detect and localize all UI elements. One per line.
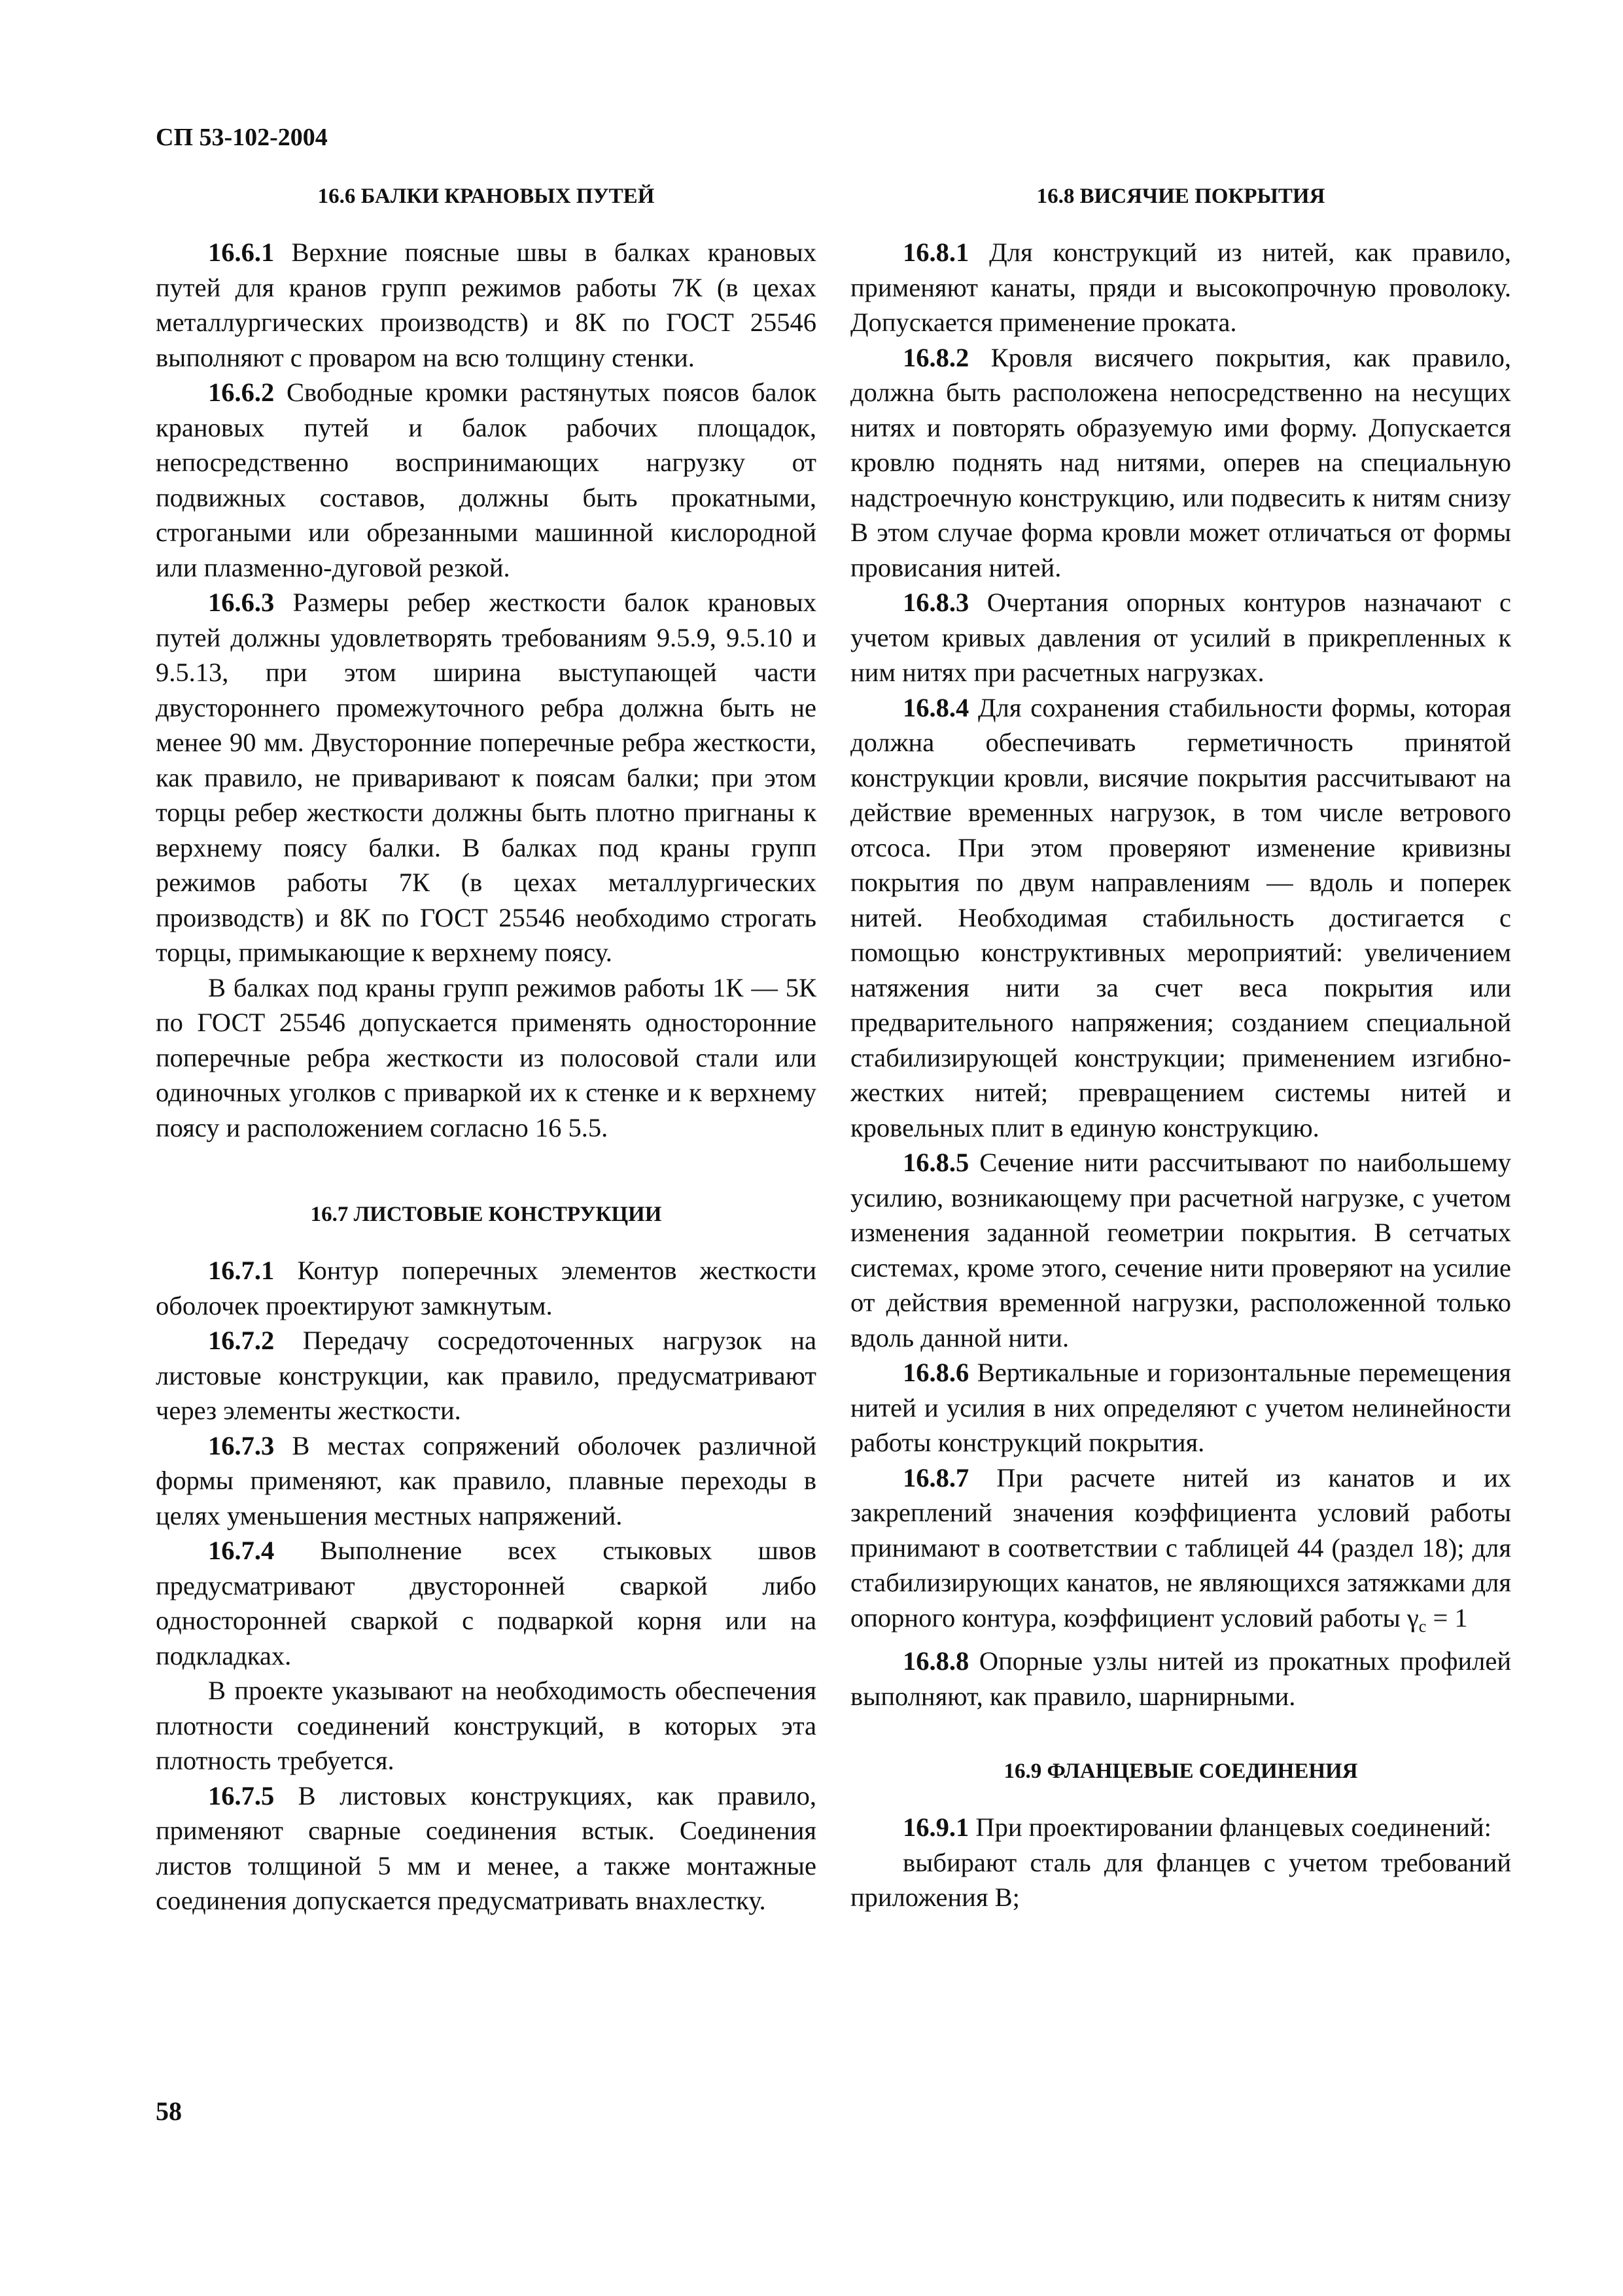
paragraph-text: Для сохранения стабильности формы, которая должна обеспечивать герметичность принятой конструкции кровли, висячие покрытия рассчитывают на действие временных нагрузок, в том числе ветрового отсоса. При этом проверяют изменение кривизны покрытия по двум направлениям — вдоль и поперек нитей. Необходимая стабильность достигается с помощью конструктивных мероприятий: увеличением натяжения нити за счет веса покрытия или предварительного напряжения; созданием специальной стабилизирующей конструкции; применением изгибно-жестких нитей; превращением системы нитей и кровельных плит в единую конструкцию. (850, 692, 1511, 1142)
paragraph-16-7-4 (156, 1533, 816, 1673)
clause-number: 16.8.6 (903, 1358, 969, 1387)
right-column (850, 185, 1511, 1915)
paragraph-text: Свободные кромки растянутых поясов балок крановых путей и балок рабочих площадок, непосредственно воспринимающих нагрузку от подвижных составов, должны быть прокатными, строгаными или обрезанными машинной кислородной или плазменно-дуговой резкой. (156, 378, 816, 582)
paragraph-text: Вертикальные и горизонтальные перемещения нитей и усилия в них определяют с учетом нелинейности работы конструкций покрытия. (850, 1358, 1511, 1457)
paragraph-text: Выполнение всех стыковых швов предусматривают двусторонней сваркой либо односторонней сваркой с подваркой корня или на подкладках. (156, 1536, 816, 1670)
clause-number: 16.7.4 (208, 1536, 275, 1565)
paragraph-16-7-5 (156, 1778, 816, 1918)
clause-number: 16.7.2 (208, 1326, 275, 1355)
paragraph-16-8-1 (850, 235, 1511, 340)
paragraph-text: Очертания опорных контуров назначают с учетом кривых давления от усилий в прикрепленных к ним нитях при расчетных нагрузках. (850, 588, 1511, 687)
clause-number: 16.8.2 (903, 342, 969, 372)
paragraph-text: Для конструкций из нитей, как правило, применяют канаты, пряди и высокопрочную проволоку. Допускается применение проката. (850, 238, 1511, 337)
paragraph-text: Верхние поясные швы в балках крановых путей для кранов групп режимов работы 7К (в цехах металлургических производств) и 8К по ГОСТ 25546 выполняют с проваром на всю толщину стенки. (156, 238, 816, 372)
clause-number: 16.8.5 (903, 1148, 969, 1177)
paragraph-16-8-8 (850, 1644, 1511, 1714)
clause-number: 16.8.1 (903, 238, 969, 267)
clause-number: 16.8.4 (903, 692, 969, 722)
left-column (156, 185, 816, 1918)
paragraph-16-9-1-item (850, 1845, 1511, 1915)
paragraph-16-8-3 (850, 585, 1511, 690)
page-number: 58 (156, 2096, 182, 2126)
clause-number: 16.6.3 (208, 588, 275, 617)
paragraph-16-6-2 (156, 375, 816, 585)
paragraph-text: В балках под краны групп режимов работы 1К — 5К по ГОСТ 25546 допускается применять односторонние поперечные ребра жесткости из полосовой стали или одиночных уголков с приваркой их к стенке и к верхнему поясу и расположением согласно 16 5.5. (156, 972, 816, 1142)
paragraph-16-6-1 (156, 235, 816, 375)
document-code-header: СП 53-102-2004 (156, 124, 328, 151)
paragraph-16-8-6 (850, 1355, 1511, 1460)
paragraph-text-tail: = 1 (1426, 1602, 1468, 1633)
section-title-16-9: 16.9 ФЛАНЦЕВЫЕ СОЕДИНЕНИЯ (1003, 1759, 1358, 1783)
clause-number: 16.8.8 (903, 1646, 969, 1676)
paragraph-16-8-7 (850, 1460, 1511, 1644)
paragraph-16-9-1 (850, 1810, 1511, 1845)
clause-number: 16.7.3 (208, 1430, 275, 1460)
clause-number: 16.8.3 (903, 588, 969, 617)
paragraph-text: В листовых конструкциях, как правило, применяют сварные соединения встык. Соединения листов толщиной 5 мм и менее, а также монтажные соединения допускается предусматривать внахлестку. (156, 1780, 816, 1915)
clause-number: 16.7.5 (208, 1780, 275, 1810)
paragraph-text: Размеры ребер жесткости балок крановых путей должны удовлетворять требованиям 9.5.9, 9.5.10 и 9.5.13, при этом ширина выступающей части двустороннего промежуточного ребра должна быть не менее 90 мм. Двусторонние поперечные ребра жесткости, как правило, не приваривают к поясам балки; при этом торцы ребер жесткости должны быть плотно пригнаны к верхнему поясу балки. В балках под краны групп режимов работы 7К (в цехах металлургических производств) и 8К по ГОСТ 25546 необходимо строгать торцы, примыкающие к верхнему поясу. (156, 588, 816, 967)
paragraph-16-8-4 (850, 690, 1511, 1146)
paragraph-text: Передачу сосредоточенных нагрузок на листовые конструкции, как правило, предусматривают через элементы жесткости. (156, 1326, 816, 1425)
paragraph-text: В проекте указывают на необходимость обеспечения плотности соединений конструкций, в которых эта плотность требуется. (156, 1676, 816, 1775)
paragraph-16-7-1 (156, 1253, 816, 1323)
gamma-subscript: c (1418, 1616, 1427, 1636)
paragraph-text: Кровля висячего покрытия, как правило, должна быть расположена непосредственно на несущих нитях и повторять образуемую ими форму. Допускается кровлю поднять над нитями, оперев на специальную надстроечную конструкцию, или подвесить к нитям снизу В этом случае форма кровли может отличаться от формы провисания нитей. (850, 342, 1511, 582)
paragraph-text: Опорные узлы нитей из прокатных профилей выполняют, как правило, шарнирными. (850, 1646, 1511, 1711)
clause-number: 16.9.1 (903, 1812, 969, 1842)
paragraph-16-7-2 (156, 1323, 816, 1428)
paragraph-16-8-2 (850, 340, 1511, 586)
section-title-16-6: 16.6 БАЛКИ КРАНОВЫХ ПУТЕЙ (317, 185, 655, 208)
paragraph-16-6-3-cont (156, 970, 816, 1146)
clause-number: 16.8.7 (903, 1462, 969, 1492)
section-title-16-8: 16.8 ВИСЯЧИЕ ПОКРЫТИЯ (1036, 185, 1325, 208)
paragraph-text: Сечение нити рассчитывают по наибольшему усилию, возникающему при расчетной нагрузке, с учетом изменения заданной геометрии покрытия. В сетчатых системах, кроме этого, сечение нити проверяют на усилие от действия временной нагрузки, расположенной только вдоль данной нити. (850, 1148, 1511, 1352)
paragraph-16-7-4-cont (156, 1673, 816, 1778)
paragraph-16-8-5 (850, 1145, 1511, 1355)
clause-number: 16.7.1 (208, 1256, 275, 1285)
section-title-16-7: 16.7 ЛИСТОВЫЕ КОНСТРУКЦИИ (310, 1203, 662, 1226)
paragraph-text: В местах сопряжений оболочек различной формы применяют, как правило, плавные переходы в целях уменьшения местных напряжений. (156, 1430, 816, 1530)
paragraph-text: При проектировании фланцевых соединений: (969, 1812, 1492, 1842)
paragraph-text: При расчете нитей из канатов и их закреплений значения коэффициента условий работы принимают в соответствии с таблицей 44 (раздел 18); для стабилизирующих канатов, не являющихся затяжками для опорного контура, коэффициент условий работы γ (850, 1462, 1511, 1633)
clause-number: 16.6.2 (208, 378, 275, 407)
paragraph-text: выбирают сталь для фланцев с учетом требований приложения В; (850, 1847, 1511, 1912)
paragraph-16-7-3 (156, 1428, 816, 1534)
paragraph-16-6-3 (156, 585, 816, 970)
clause-number: 16.6.1 (208, 238, 275, 267)
paragraph-text: Контур поперечных элементов жесткости оболочек проектируют замкнутым. (156, 1256, 816, 1320)
